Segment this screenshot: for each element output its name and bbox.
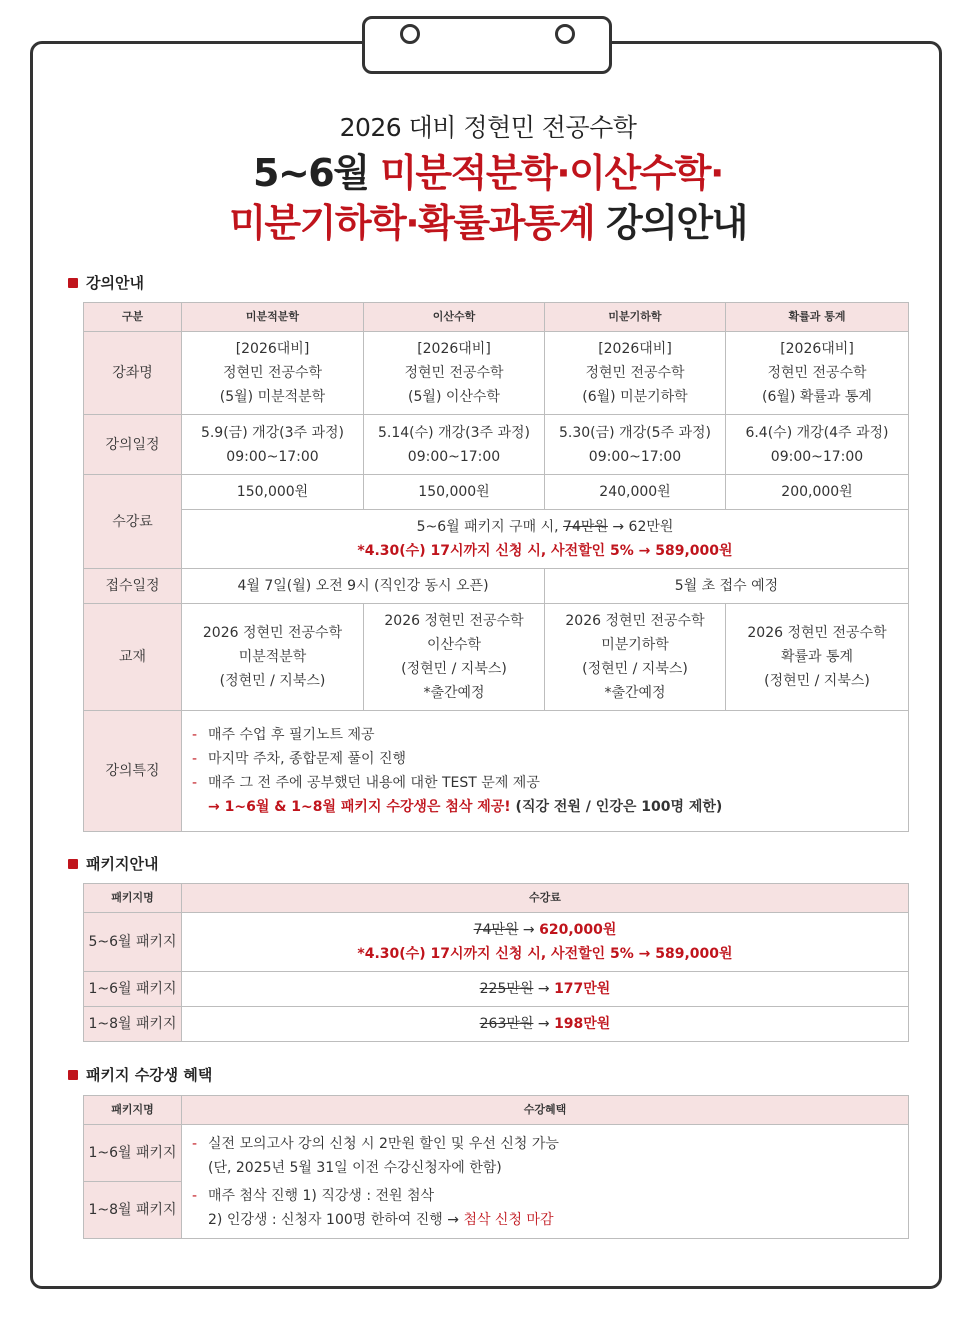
title-red-part: 미분적분학·이산수학· (380, 151, 723, 195)
title-black-part: 강의안내 (594, 201, 747, 245)
table-row (84, 569, 909, 604)
header-cell: 패키지명 (84, 884, 182, 913)
table-row (84, 415, 909, 475)
schedule-cell: 5.14(수) 개강(3주 과정) 09:00~17:00 (364, 415, 545, 475)
row-label: 강의특징 (84, 711, 182, 832)
package-price-cell: 74만원 → 620,000원 *4.30(수) 17시까지 신청 시, 사전할인 5% → 589,000원 (182, 913, 909, 972)
table-row (84, 510, 909, 569)
clip-ring-right (555, 24, 575, 44)
title-red-part: 미분기하학·확률과통계 (229, 201, 595, 245)
schedule-cell: 5.30(금) 개강(5주 과정) 09:00~17:00 (545, 415, 726, 475)
schedule-cell: 5.9(금) 개강(3주 과정) 09:00~17:00 (182, 415, 364, 475)
table-row (84, 604, 909, 711)
textbook-cell: 2026 정현민 전공수학 미분기하학 (정현민 / 지북스) *출간예정 (545, 604, 726, 711)
page-subtitle: 2026 대비 정현민 전공수학 (339, 113, 637, 142)
package-price-cell: 5~6월 패키지 구매 시, 74만원 → 62만원 *4.30(수) 17시까지 신청 시, 사전할인 5% → 589,000원 (182, 510, 909, 569)
header-cell: 수강혜택 (182, 1096, 909, 1125)
price-cell: 200,000원 (726, 475, 909, 510)
header-cell: 구분 (84, 303, 182, 332)
price-cell: 150,000원 (182, 475, 364, 510)
textbook-cell: 2026 정현민 전공수학 이산수학 (정현민 / 지북스) *출간예정 (364, 604, 545, 711)
early-discount-note: *4.30(수) 17시까지 신청 시, 사전할인 5% → 589,000원 (357, 543, 733, 559)
header-cell: 패키지명 (84, 1096, 182, 1125)
table-row (84, 1007, 909, 1042)
benefit-cell: - 실전 모의고사 강의 신청 시 2만원 할인 및 우선 신청 가능 (단, 2025년 5월 31일 이전 수강신청자에 한함) - 매주 첨삭 진행 1) 직강생 : 전원 첨삭 2) 인강생 : 신청자 100명 한하여 진행 → 첨삭 신청 마감 (182, 1125, 909, 1239)
section-benefit: 패키지 수강생 혜택 (68, 1064, 212, 1085)
clip-ring-left (400, 24, 420, 44)
row-label: 접수일정 (84, 569, 182, 604)
bullet-square-icon (68, 859, 78, 869)
row-label: 교재 (84, 604, 182, 711)
lecture-table (83, 302, 909, 832)
package-name: 1~8월 패키지 (84, 1182, 182, 1239)
table-row (84, 1125, 909, 1182)
package-name: 1~6월 패키지 (84, 1125, 182, 1182)
registration-cell: 5월 초 접수 예정 (545, 569, 909, 604)
registration-cell: 4월 7일(월) 오전 9시 (직인강 동시 오픈) (182, 569, 545, 604)
title-black-part: 5~6월 (253, 151, 381, 195)
bullet-square-icon (68, 1070, 78, 1080)
package-price-cell: 225만원 → 177만원 (182, 972, 909, 1007)
table-header-row (84, 884, 909, 913)
header-cell: 수강료 (182, 884, 909, 913)
course-name-cell: [2026대비] 정현민 전공수학 (5월) 이산수학 (364, 332, 545, 415)
header-cell: 확률과 통계 (726, 303, 909, 332)
list-item: - 마지막 주차, 종합문제 풀이 진행 (192, 751, 407, 767)
course-name-cell: [2026대비] 정현민 전공수학 (5월) 미분적분학 (182, 332, 364, 415)
course-name-cell: [2026대비] 정현민 전공수학 (6월) 확률과 통계 (726, 332, 909, 415)
table-row (84, 475, 909, 510)
textbook-cell: 2026 정현민 전공수학 확률과 통계 (정현민 / 지북스) (726, 604, 909, 711)
page-title-line1 (0, 142, 976, 197)
section-package: 패키지안내 (68, 853, 158, 874)
clipboard-clip (362, 16, 612, 74)
row-label: 강의일정 (84, 415, 182, 475)
row-label: 수강료 (84, 475, 182, 569)
list-item: - 실전 모의고사 강의 신청 시 2만원 할인 및 우선 신청 가능 (192, 1135, 559, 1152)
textbook-cell: 2026 정현민 전공수학 미분적분학 (정현민 / 지북스) (182, 604, 364, 711)
package-name: 1~8월 패키지 (84, 1007, 182, 1042)
package-name: 1~6월 패키지 (84, 972, 182, 1007)
header-cell: 미분적분학 (182, 303, 364, 332)
schedule-cell: 6.4(수) 개강(4주 과정) 09:00~17:00 (726, 415, 909, 475)
table-row (84, 711, 909, 832)
feature-highlight: → 1~6월 & 1~8월 패키지 수강생은 첨삭 제공! (직강 전원 / 인강은 100명 제한) (208, 799, 723, 815)
list-item: - 매주 그 전 주에 공부했던 내용에 대한 TEST 문제 제공 (192, 775, 540, 791)
course-name-cell: [2026대비] 정현민 전공수학 (6월) 미분기하학 (545, 332, 726, 415)
list-item: - 매주 첨삭 진행 1) 직강생 : 전원 첨삭 (192, 1187, 435, 1204)
section-lecture: 강의안내 (68, 272, 144, 293)
bullet-square-icon (68, 278, 78, 288)
header-cell: 이산수학 (364, 303, 545, 332)
price-cell: 150,000원 (364, 475, 545, 510)
header-cell: 미분기하학 (545, 303, 726, 332)
table-row (84, 913, 909, 972)
table-row (84, 972, 909, 1007)
row-label: 강좌명 (84, 332, 182, 415)
package-name: 5~6월 패키지 (84, 913, 182, 972)
list-item: - 매주 수업 후 필기노트 제공 (192, 727, 375, 743)
table-header-row (84, 303, 909, 332)
package-table (83, 883, 909, 1042)
package-price-cell: 263만원 → 198만원 (182, 1007, 909, 1042)
benefit-table (83, 1095, 909, 1239)
table-row (84, 332, 909, 415)
features-cell (182, 711, 909, 832)
price-cell: 240,000원 (545, 475, 726, 510)
page-title-line2 (0, 192, 976, 247)
table-header-row (84, 1096, 909, 1125)
